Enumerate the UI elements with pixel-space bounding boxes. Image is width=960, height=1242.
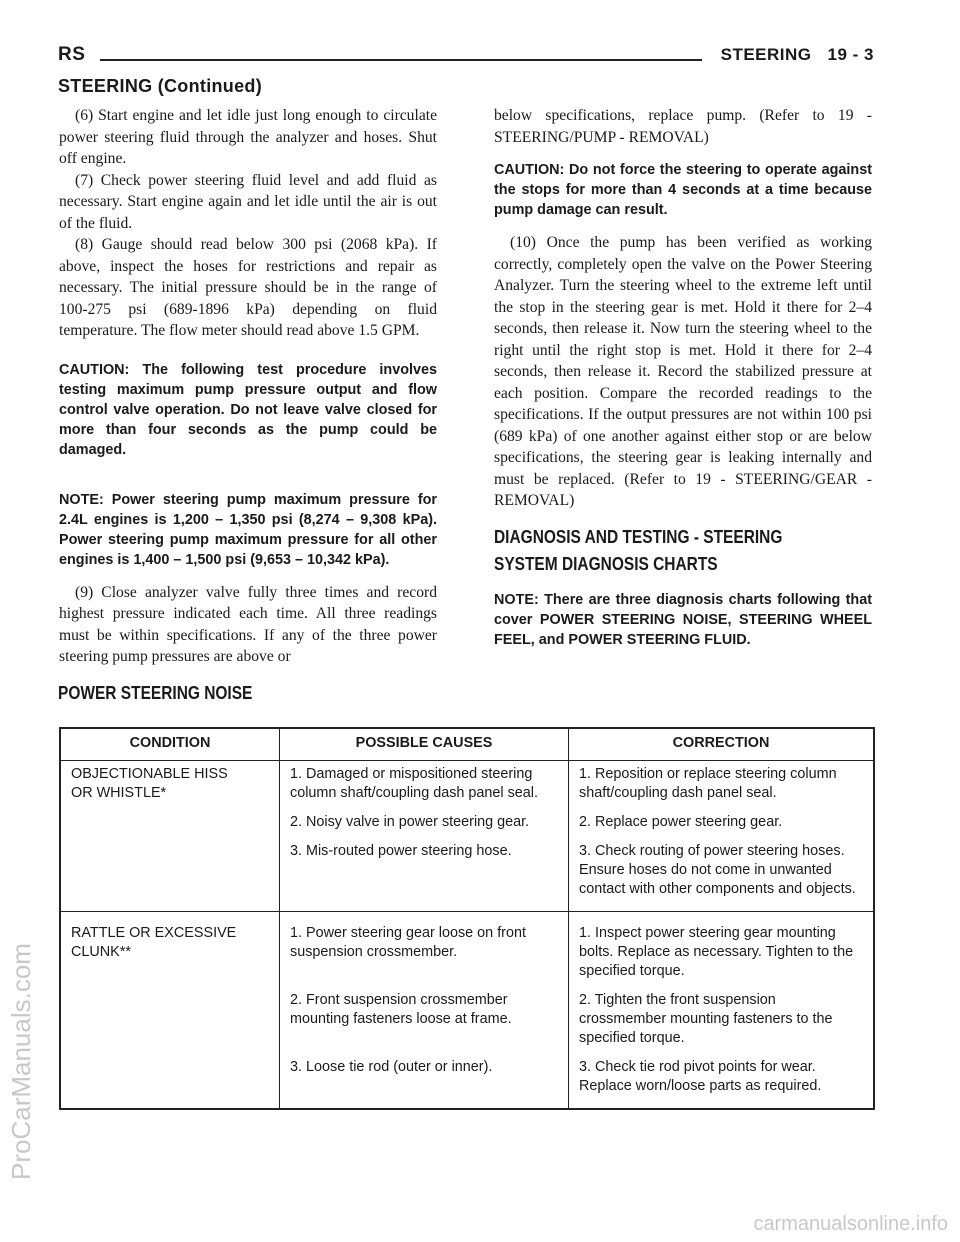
header-rule <box>100 59 702 61</box>
spacer <box>494 148 872 160</box>
header-right <box>721 45 874 65</box>
correction-cell: 2. Tighten the front suspension crossmember mounting fasteners to the specified torque. <box>569 987 875 1054</box>
table-row <box>60 1054 874 1109</box>
table-row <box>60 761 874 810</box>
condition-line: OR WHISTLE* <box>71 785 167 801</box>
header-left-label: RS <box>58 44 86 65</box>
power-steering-noise-table <box>59 727 875 1110</box>
step-10-paragraph: (10) Once the pump has been verified as working correctly, completely open the valve on the Power Steering Analyzer. Turn the steering wheel to the extreme left until the stop in the steering gear is met. Hold it there for 2–4 seconds, then release it. Now turn the steering wheel to the right until the right stop is met. Hold it there for 2–4 seconds, then release it. Record the stabilized pressure at each position. Compare the recorded readings to the specifications. If the output pressures are not within 100 psi (689 kPa) of one another against either stop or are below specifications, the steering gear is leaking internally and must be replaced. (Refer to 19 - STEERING/GEAR - REMOVAL) <box>494 234 872 509</box>
section-title-line-2: SYSTEM DIAGNOSIS CHARTS <box>494 553 718 574</box>
table-title: POWER STEERING NOISE <box>58 683 253 703</box>
caution-steering-stops: CAUTION: Do not force the steering to operate against the stops for more than 4 seconds at a time because pump damage can result. <box>494 162 872 218</box>
condition-cell-empty <box>60 838 280 912</box>
step-9-continued: below specifications, replace pump. (Refer to 19 - STEERING/PUMP - REMOVAL) <box>494 107 872 146</box>
section-title-line-1: DIAGNOSIS AND TESTING - STEERING <box>494 526 783 547</box>
bottom-watermark: carmanualsonline.info <box>753 1213 948 1235</box>
condition-cell-empty <box>60 987 280 1054</box>
condition-line: OBJECTIONABLE HISS <box>71 766 228 782</box>
cause-cell: 1. Damaged or mispositioned steering column shaft/coupling dash panel seal. <box>280 761 569 810</box>
step-6-paragraph: (6) Start engine and let idle just long enough to circulate power steering fluid through the analyzer and hoses. Shut off engine. <box>59 107 437 167</box>
right-column <box>494 105 872 650</box>
note-diagnosis-charts: NOTE: There are three diagnosis charts following that cover POWER STEERING NOISE, STEERING WHEEL FEEL, and POWER STEERING FLUID. <box>494 591 872 648</box>
table-header-row <box>60 728 874 761</box>
condition-line: RATTLE OR EXCESSIVE <box>71 925 237 941</box>
spacer <box>494 220 872 232</box>
cause-cell: 3. Loose tie rod (outer or inner). <box>280 1054 569 1109</box>
cause-cell: 2. Front suspension crossmember mounting fasteners loose at frame. <box>280 987 569 1054</box>
cause-cell: 3. Mis-routed power steering hose. <box>280 838 569 912</box>
correction-cell: 1. Reposition or replace steering column shaft/coupling dash panel seal. <box>569 761 875 810</box>
spacer <box>59 478 437 490</box>
header-possible-causes: POSSIBLE CAUSES <box>280 728 569 761</box>
correction-cell: 3. Check routing of power steering hoses. Ensure hoses do not come in unwanted contact with other components and objects. <box>569 838 875 912</box>
header-condition: CONDITION <box>60 728 280 761</box>
condition-cell-empty <box>60 1054 280 1109</box>
spacer <box>494 512 872 524</box>
caution-pump-test: CAUTION: The following test procedure involves testing maximum pump pressure output and flow control valve operation. Do not leave valve closed for more than four seconds as the pump could be damaged. <box>59 361 437 458</box>
cause-cell: 1. Power steering gear loose on front suspension crossmember. <box>280 912 569 988</box>
condition-cell-empty <box>60 809 280 838</box>
spacer <box>494 578 872 590</box>
correction-cell: 3. Check tie rod pivot points for wear. Replace worn/loose parts as required. <box>569 1054 875 1109</box>
table-row <box>60 838 874 912</box>
table-row <box>60 912 874 988</box>
continued-title: STEERING (Continued) <box>58 76 262 96</box>
note-max-pressure: NOTE: Power steering pump maximum pressure for 2.4L engines is 1,200 – 1,350 psi (8,274 – 9,308 kPa). Power steering pump maximum pressure for all other engines is 1,400 – 1,500 psi (9,653 – 10,342 kPa). <box>59 491 437 568</box>
spacer <box>59 460 437 478</box>
correction-cell: 1. Inspect power steering gear mounting bolts. Replace as necessary. Tighten to the specified torque. <box>569 912 875 988</box>
table-row <box>60 809 874 838</box>
correction-cell: 2. Replace power steering gear. <box>569 809 875 838</box>
condition-cell <box>60 761 280 810</box>
spacer <box>59 342 437 360</box>
step-9-paragraph: (9) Close analyzer valve fully three times and record highest pressure indicated each time. All three readings must be within specifications. If any of the three power steering pump pressures are above or <box>59 583 437 665</box>
table-row <box>60 987 874 1054</box>
step-7-paragraph: (7) Check power steering fluid level and add fluid as necessary. Start engine again and let idle until the air is out of the fluid. <box>59 171 437 232</box>
condition-cell <box>60 912 280 988</box>
side-watermark: ProCarManuals.com <box>6 943 36 1180</box>
step-8-paragraph: (8) Gauge should read below 300 psi (2068 kPa). If above, inspect the hoses for restrictions and repair as necessary. The initial pressure should be in the range of 100-275 psi (689-1896 kPa) depending on fluid temperature. The flow meter should read above 1.5 GPM. <box>59 236 437 339</box>
page-number: 19 - 3 <box>827 45 874 64</box>
section-title <box>494 524 872 578</box>
header-section-label: STEERING <box>720 45 812 64</box>
condition-line: CLUNK** <box>71 944 131 960</box>
left-column <box>59 105 437 668</box>
cause-cell: 2. Noisy valve in power steering gear. <box>280 809 569 838</box>
header-correction: CORRECTION <box>569 728 875 761</box>
spacer <box>59 570 437 582</box>
